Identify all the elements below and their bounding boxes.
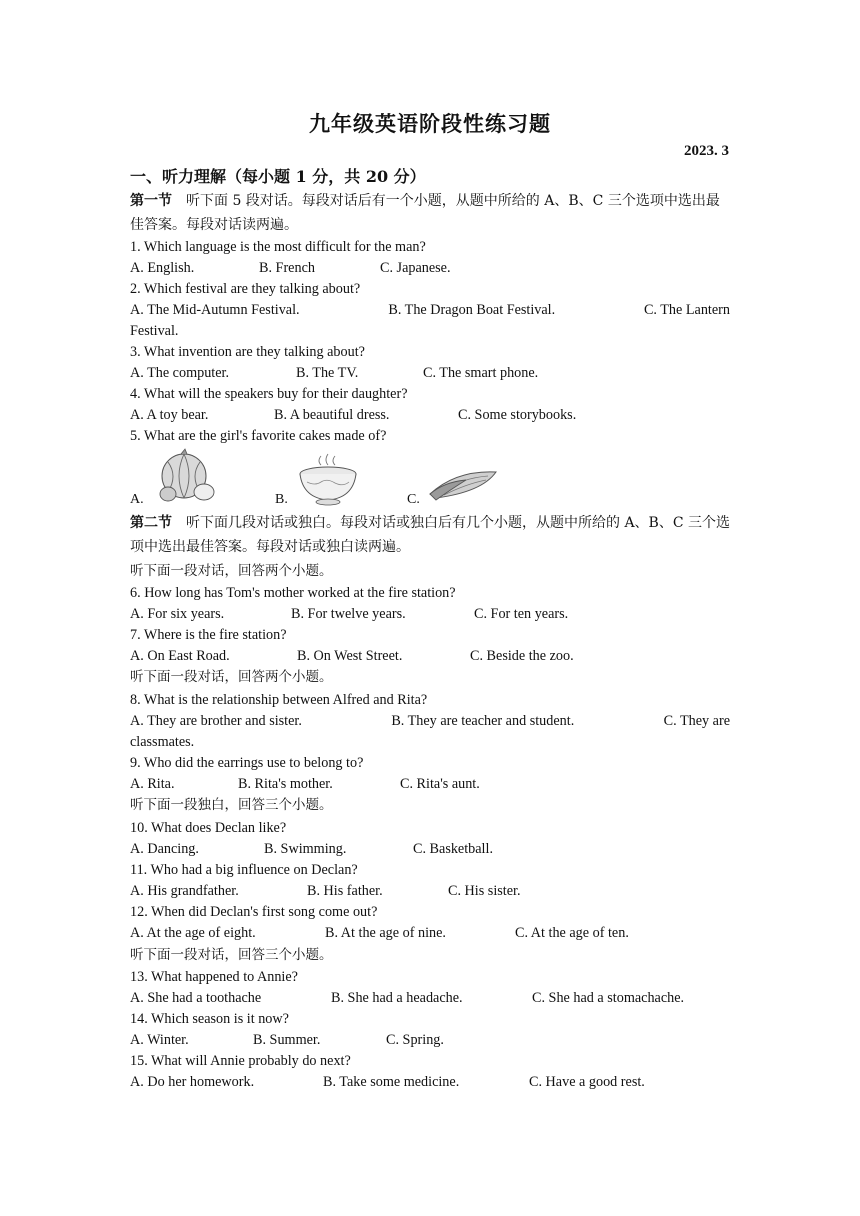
q11-options xyxy=(130,881,730,901)
q6-option-a[interactable]: A. For six years. xyxy=(130,606,225,622)
q3-option-c[interactable]: C. The smart phone. xyxy=(423,365,539,381)
q12-options xyxy=(130,923,730,943)
q4-option-a[interactable]: A. A toy bear. xyxy=(130,407,209,423)
corn-icon xyxy=(426,464,500,504)
q14-option-a[interactable]: A. Winter. xyxy=(130,1032,189,1048)
q3-options xyxy=(130,363,730,383)
q10-option-b[interactable]: B. Swimming. xyxy=(264,841,347,857)
q5-picture-options xyxy=(130,446,730,510)
q2-option-c-cont: Festival. xyxy=(130,323,179,339)
q5-stem: 5. What are the girl's favorite cakes made of? xyxy=(130,428,387,444)
q3-stem: 3. What invention are they talking about? xyxy=(130,344,365,360)
q10-options xyxy=(130,839,730,859)
part2-label: 第二节 xyxy=(130,515,172,531)
q8-option-b[interactable]: B. They are teacher and student. xyxy=(391,713,575,729)
q2-option-a[interactable]: A. The Mid-Autumn Festival. xyxy=(130,302,300,318)
q15-stem: 15. What will Annie probably do next? xyxy=(130,1053,351,1069)
q4-option-c[interactable]: C. Some storybooks. xyxy=(458,407,577,423)
q9-stem: 9. Who did the earrings use to belong to? xyxy=(130,755,364,771)
q8-options xyxy=(130,711,730,731)
q9-option-b[interactable]: B. Rita's mother. xyxy=(238,776,333,792)
q2-options xyxy=(130,300,730,320)
instruction-dialog-two: 听下面一段对话，回答两个小题。 xyxy=(130,563,333,579)
q12-option-b[interactable]: B. At the age of nine. xyxy=(325,925,446,941)
q12-option-c[interactable]: C. At the age of ten. xyxy=(515,925,629,941)
q7-option-b[interactable]: B. On West Street. xyxy=(297,648,403,664)
q1-options xyxy=(130,258,730,278)
exam-date: 2023. 3 xyxy=(684,143,729,159)
instruction-dialog-two-2: 听下面一段对话，回答两个小题。 xyxy=(130,669,333,685)
q7-option-a[interactable]: A. On East Road. xyxy=(130,648,230,664)
q13-option-a[interactable]: A. She had a toothache xyxy=(130,990,262,1006)
q4-option-b[interactable]: B. A beautiful dress. xyxy=(274,407,390,423)
q15-options xyxy=(130,1072,730,1092)
q2-option-b[interactable]: B. The Dragon Boat Festival. xyxy=(388,302,556,318)
q9-options xyxy=(130,774,730,794)
fruit-icon xyxy=(154,448,218,506)
q1-option-a[interactable]: A. English. xyxy=(130,260,195,276)
q11-option-a[interactable]: A. His grandfather. xyxy=(130,883,239,899)
instruction-monologue-three: 听下面一段独白，回答三个小题。 xyxy=(130,797,333,813)
q1-option-b[interactable]: B. French xyxy=(259,260,315,276)
part1-label: 第一节 xyxy=(130,193,172,209)
q9-option-c[interactable]: C. Rita's aunt. xyxy=(400,776,480,792)
q14-stem: 14. Which season is it now? xyxy=(130,1011,289,1027)
q6-option-b[interactable]: B. For twelve years. xyxy=(291,606,406,622)
q15-option-a[interactable]: A. Do her homework. xyxy=(130,1074,255,1090)
q4-options xyxy=(130,405,730,425)
q8-stem: 8. What is the relationship between Alfred and Rita? xyxy=(130,692,428,708)
q5-option-b-label[interactable]: B. xyxy=(275,492,288,507)
q15-option-c[interactable]: C. Have a good rest. xyxy=(529,1074,645,1090)
q6-stem: 6. How long has Tom's mother worked at the fire station? xyxy=(130,585,456,601)
q5-option-a-label[interactable]: A. xyxy=(130,492,144,507)
q1-option-c[interactable]: C. Japanese. xyxy=(380,260,451,276)
q15-option-b[interactable]: B. Take some medicine. xyxy=(323,1074,460,1090)
q8-option-c-cont: classmates. xyxy=(130,734,195,750)
q11-option-b[interactable]: B. His father. xyxy=(307,883,383,899)
q6-options xyxy=(130,604,730,624)
q6-option-c[interactable]: C. For ten years. xyxy=(474,606,569,622)
rice-bowl-icon xyxy=(295,452,361,508)
q7-options xyxy=(130,646,730,666)
q14-option-c[interactable]: C. Spring. xyxy=(386,1032,444,1048)
q3-option-b[interactable]: B. The TV. xyxy=(296,365,359,381)
part2-instructions xyxy=(130,511,730,559)
q12-option-a[interactable]: A. At the age of eight. xyxy=(130,925,256,941)
q3-option-a[interactable]: A. The computer. xyxy=(130,365,230,381)
page-title: 九年级英语阶段性练习题 xyxy=(309,111,551,136)
q11-option-c[interactable]: C. His sister. xyxy=(448,883,521,899)
q7-option-c[interactable]: C. Beside the zoo. xyxy=(470,648,574,664)
q7-stem: 7. Where is the fire station? xyxy=(130,627,287,643)
q2-option-c[interactable]: C. The Lantern xyxy=(643,302,730,318)
part1-text: 听下面 5 段对话。每段对话后有一个小题，从题中所给的 A、B、C 三个选项中选出最佳答案。每段对话读两遍。 xyxy=(130,193,720,233)
instruction-dialog-three: 听下面一段对话，回答三个小题。 xyxy=(130,947,333,963)
q5-option-c-label[interactable]: C. xyxy=(407,492,420,507)
q13-option-c[interactable]: C. She had a stomachache. xyxy=(532,990,685,1006)
part2-text: 听下面几段对话或独白。每段对话或独白后有几个小题，从题中所给的 A、B、C 三个选项中选出最佳答案。每段对话或独白读两遍。 xyxy=(130,515,731,555)
q10-option-a[interactable]: A. Dancing. xyxy=(130,841,199,857)
q10-option-c[interactable]: C. Basketball. xyxy=(413,841,493,857)
q9-option-a[interactable]: A. Rita. xyxy=(130,776,175,792)
q13-option-b[interactable]: B. She had a headache. xyxy=(331,990,463,1006)
q8-option-a[interactable]: A. They are brother and sister. xyxy=(130,713,302,729)
q14-options xyxy=(130,1030,730,1050)
q12-stem: 12. When did Declan's first song come out? xyxy=(130,904,378,920)
q13-stem: 13. What happened to Annie? xyxy=(130,969,298,985)
q13-options xyxy=(130,988,730,1008)
q2-stem: 2. Which festival are they talking about? xyxy=(130,281,361,297)
section-heading: 一、听力理解（每小题 1 分，共 20 分） xyxy=(130,167,426,186)
q10-stem: 10. What does Declan like? xyxy=(130,820,287,836)
part1-instructions xyxy=(130,189,730,237)
q11-stem: 11. Who had a big influence on Declan? xyxy=(130,862,358,878)
q4-stem: 4. What will the speakers buy for their daughter? xyxy=(130,386,408,402)
q8-option-c[interactable]: C. They are xyxy=(663,713,730,729)
q1-stem: 1. Which language is the most difficult for the man? xyxy=(130,239,426,255)
q14-option-b[interactable]: B. Summer. xyxy=(253,1032,321,1048)
